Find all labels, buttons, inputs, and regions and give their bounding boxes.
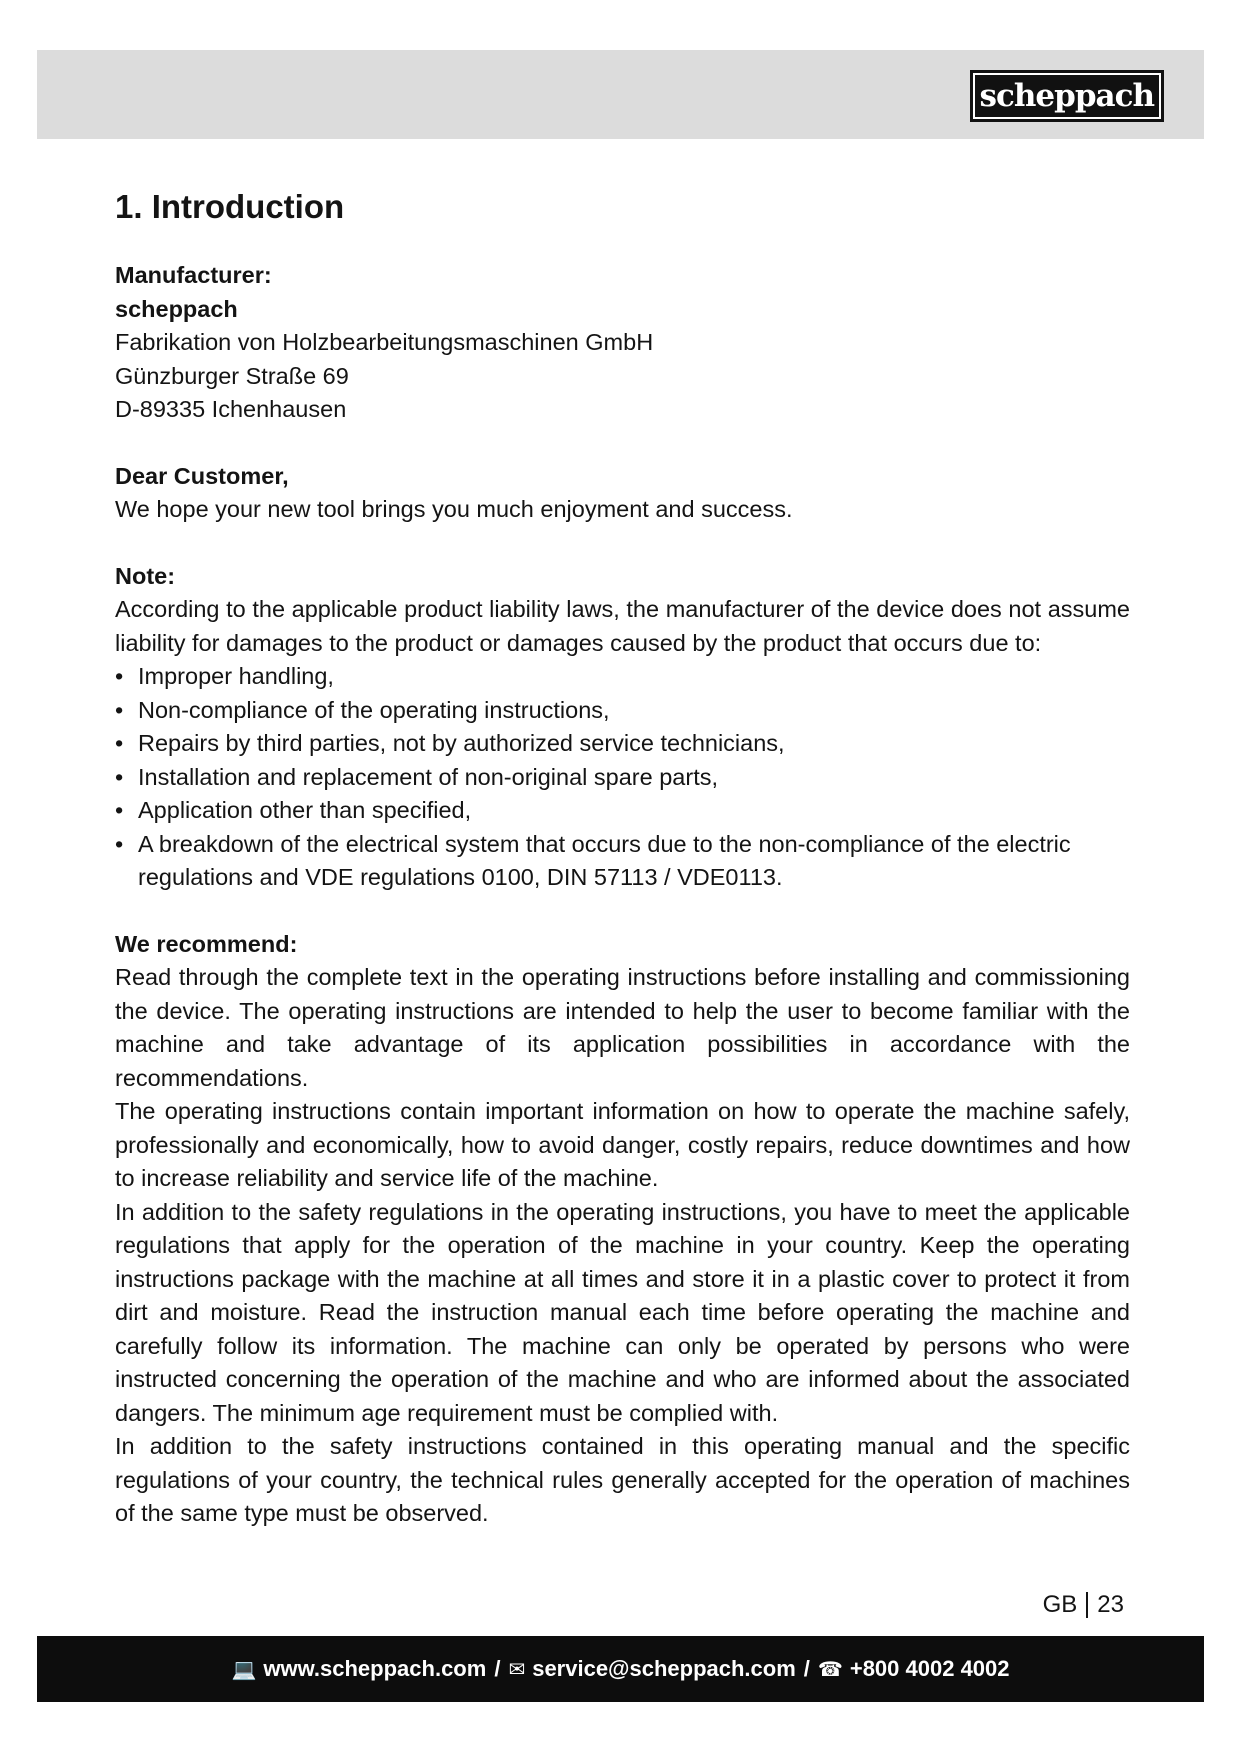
computer-icon: 💻 [231,1658,257,1681]
scheppach-logo: scheppach [970,70,1164,122]
phone-icon: ☎ [817,1658,843,1681]
recommend-paragraph: In addition to the safety instructions contained in this operating manual and the specific regulations of your country, the technical rules generally accepted for the operation of machines of the same type must be observed. [115,1433,1130,1526]
page-number-divider [1086,1592,1088,1618]
recommend-paragraph: Read through the complete text in the operating instructions before installing and commissioning the device. The operating instructions are intended to help the user to become familiar with the machine and take advantage of its application possibilities in accordance with the recommendations. [115,964,1130,1091]
address-line: Fabrikation von Holzbearbeitungsmaschinen GmbH [115,329,654,355]
email-link[interactable]: service@scheppach.com [532,1656,796,1681]
recommend-paragraph: In addition to the safety regulations in the operating instructions, you have to meet the applicable regulations that apply for the operation of the machine in your country. Keep the operating instructions package with the machine at all times and store it in a plastic cover to protect it from dirt and moisture. Read the instruction manual each time before operating the machine and carefully follow its information. The machine can only be operated by persons who were instructed concerning the operation of the machine and who are informed about the associated dangers. The minimum age requirement must be complied with. [115,1198,1130,1426]
page-content [115,185,1130,1564]
manufacturer-label: Manufacturer: [115,262,272,288]
note-label: Note: [115,562,176,589]
list-item: • Installation and replacement of non-original spare parts, [115,763,719,790]
recommend-block [115,928,1130,1531]
greeting-block [115,460,1130,527]
header-band [37,50,1204,139]
phone-number[interactable]: +800 4002 4002 [849,1656,1010,1681]
list-item: • Application other than specified, [115,797,472,823]
recommend-paragraph: The operating instructions contain important information on how to operate the machine safely, professionally and economically, how to avoid danger, costly repairs, reduce downtimes and how to increase reliability and service life of the machine. [115,1098,1130,1191]
list-item: • Non-compliance of the operating instructions, [115,696,610,723]
manufacturer-name: scheppach [115,295,238,322]
note-bullet-list [115,660,1130,895]
website-link[interactable]: www.scheppach.com [263,1656,487,1681]
address-line: Günzburger Straße 69 [115,362,349,389]
greeting-text: We hope your new tool brings you much enjoyment and success. [115,496,793,522]
list-item: • Improper handling, [115,663,334,689]
language-code: GB [1042,1591,1078,1618]
section-title: 1. Introduction [115,188,345,225]
note-block [115,560,1130,895]
page-number-value: 23 [1097,1591,1124,1618]
address-line: D-89335 Ichenhausen [115,396,347,422]
footer-separator: / [803,1656,810,1681]
footer-separator: / [494,1656,501,1681]
footer-band [37,1636,1204,1702]
list-item: • A breakdown of the electrical system that occurs due to the non-compliance of the electric regulations and VDE regulations 0100, DIN 57113 / VDE0113. [115,830,1071,890]
mail-icon: ✉ [508,1658,526,1681]
recommend-label: We recommend: [115,930,298,957]
greeting-label: Dear Customer, [115,462,289,489]
page-number [1043,1589,1124,1621]
manufacturer-block [115,259,1130,427]
note-text: According to the applicable product liability laws, the manufacturer of the device does not assume liability for damages to the product or damages caused by the product that occurs due to: [115,596,1130,656]
list-item: • Repairs by third parties, not by authorized service technicians, [115,730,785,756]
